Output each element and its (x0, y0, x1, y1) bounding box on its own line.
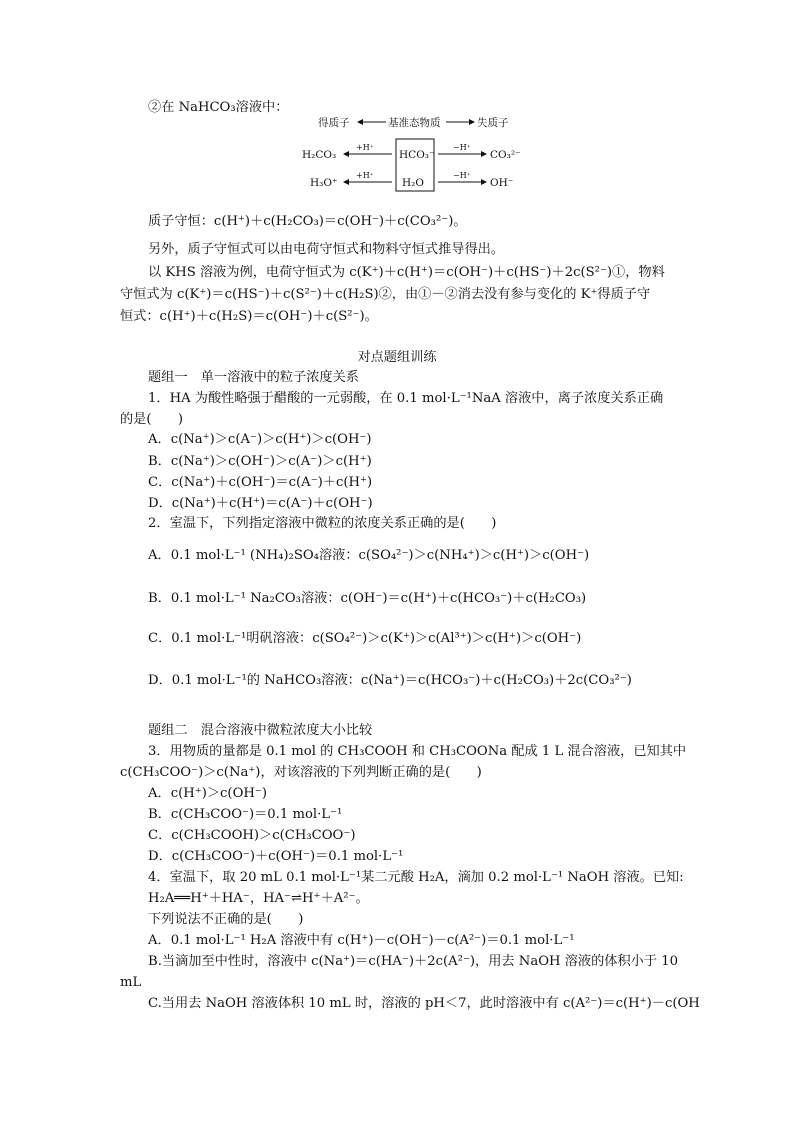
khs-example-line-1: 以 KHS 溶液为例，电荷守恒式为 c(K⁺)＋c(H⁺)＝c(OH⁻)＋c(HS⁻)＋2c(S²⁻)①，物料 (148, 265, 665, 280)
species-h2co3: H₂CO₃ (302, 149, 337, 161)
question-4-equations: H₂A══H⁺＋HA⁻，HA⁻⇌H⁺＋A²⁻。 (148, 891, 369, 906)
question-2-stem: 2．室温下，下列指定溶液中微粒的浓度关系正确的是( ) (148, 516, 497, 531)
section-intro: ②在 NaHCO₃溶液中： (148, 100, 289, 115)
species-co3: CO₃²⁻ (490, 149, 521, 161)
question-3-option-c: C．c(CH₃COOH)＞c(CH₃COO⁻) (148, 828, 356, 843)
species-h2o: H₂O (402, 177, 424, 189)
species-oh: OH⁻ (490, 177, 514, 189)
question-2-option-c: C．0.1 mol·L⁻¹明矾溶液：c(SO₄²⁻)＞c(K⁺)＞c(Al³⁺)＞c(H⁺)＞c(OH⁻) (148, 631, 582, 646)
question-4-option-b-cont: mL (120, 975, 142, 990)
question-3-option-a: A．c(H⁺)＞c(OH⁻) (148, 786, 267, 801)
label-lose-proton: 失质子 (477, 117, 509, 129)
question-2-option-a: A．0.1 mol·L⁻¹ (NH₄)₂SO₄溶液：c(SO₄²⁻)＞c(NH₄⁺)＞c(H⁺)＞c(OH⁻) (148, 548, 590, 563)
proton-conservation: 质子守恒：c(H⁺)＋c(H₂CO₃)＝c(OH⁻)＋c(CO₃²⁻)。 (148, 214, 467, 229)
question-3-stem-cont: c(CH₃COO⁻)＞c(Na⁺)，对该溶液的下列判断正确的是( ) (120, 765, 482, 780)
question-1-stem-cont: 的是( ) (120, 412, 184, 427)
question-4-option-a: A．0.1 mol·L⁻¹ H₂A 溶液中有 c(H⁺)－c(OH⁻)－c(A²⁻)＝0.1 mol·L⁻¹ (148, 933, 575, 948)
row2-left-arrow-label: +H⁺ (356, 171, 374, 180)
question-2-option-b: B．0.1 mol·L⁻¹ Na₂CO₃溶液：c(OH⁻)＝c(H⁺)＋c(HCO₃⁻)＋c(H₂CO₃) (148, 591, 587, 606)
training-title: 对点题组训练 (357, 350, 437, 365)
proton-transfer-diagram (296, 114, 526, 194)
species-hco3: HCO₃⁻ (399, 149, 435, 161)
question-1-stem: 1．HA 为酸性略强于醋酸的一元弱酸，在 0.1 mol·L⁻¹NaA 溶液中，离子浓度关系正确 (148, 391, 664, 406)
question-4-option-b: B.当滴加至中性时，溶液中 c(Na⁺)＝c(HA⁻)＋2c(A²⁻)，用去 NaOH 溶液的体积小于 10 (148, 954, 678, 969)
group-1-heading: 题组一 单一溶液中的粒子浓度关系 (148, 370, 359, 385)
khs-example-line-3: 恒式：c(H⁺)＋c(H₂S)＝c(OH⁻)＋c(S²⁻)。 (120, 309, 378, 324)
question-1-option-a: A．c(Na⁺)＞c(A⁻)＞c(H⁺)＞c(OH⁻) (148, 432, 372, 447)
row1-left-arrow-label: +H⁺ (356, 143, 374, 152)
khs-example-line-2: 守恒式为 c(K⁺)＝c(HS⁻)＋c(S²⁻)＋c(H₂S)②，由①－②消去没有参与变化的 K⁺得质子守 (120, 287, 651, 302)
question-1-option-d: D．c(Na⁺)＋c(H⁺)＝c(A⁻)＋c(OH⁻) (148, 496, 373, 511)
question-4-stem: 4．室温下，取 20 mL 0.1 mol·L⁻¹某二元酸 H₂A，滴加 0.2 mol·L⁻¹ NaOH 溶液。已知: (148, 870, 684, 885)
question-3-stem: 3．用物质的量都是 0.1 mol 的 CH₃COOH 和 CH₃COONa 配成 1 L 混合溶液，已知其中 (148, 744, 687, 759)
row2-right-arrow-label: −H⁺ (453, 171, 471, 180)
question-1-option-c: C．c(Na⁺)＋c(OH⁻)＝c(A⁻)＋c(H⁺) (148, 475, 373, 490)
derivation-note: 另外，质子守恒式可以由电荷守恒式和物料守恒式推导得出。 (148, 242, 505, 257)
question-1-option-b: B．c(Na⁺)＞c(OH⁻)＞c(A⁻)＞c(H⁺) (148, 454, 372, 469)
question-3-option-d: D．c(CH₃COO⁻)＋c(OH⁻)＝0.1 mol·L⁻¹ (148, 849, 404, 864)
question-3-option-b: B．c(CH₃COO⁻)＝0.1 mol·L⁻¹ (148, 807, 343, 822)
species-h3o: H₃O⁺ (310, 177, 338, 189)
label-gain-proton: 得质子 (318, 117, 350, 129)
question-2-option-d: D．0.1 mol·L⁻¹的 NaHCO₃溶液：c(Na⁺)＝c(HCO₃⁻)＋c(H₂CO₃)＋2c(CO₃²⁻) (148, 673, 632, 688)
group-2-heading: 题组二 混合溶液中微粒浓度大小比较 (148, 723, 373, 738)
question-4-prompt: 下列说法不正确的是( ) (148, 912, 304, 927)
row1-right-arrow-label: −H⁺ (453, 143, 471, 152)
label-reference-species: 基准态物质 (388, 117, 441, 129)
question-4-option-c: C.当用去 NaOH 溶液体积 10 mL 时，溶液的 pH＜7，此时溶液中有 c(A²⁻)＝c(H⁺)－c(OH (148, 996, 700, 1011)
